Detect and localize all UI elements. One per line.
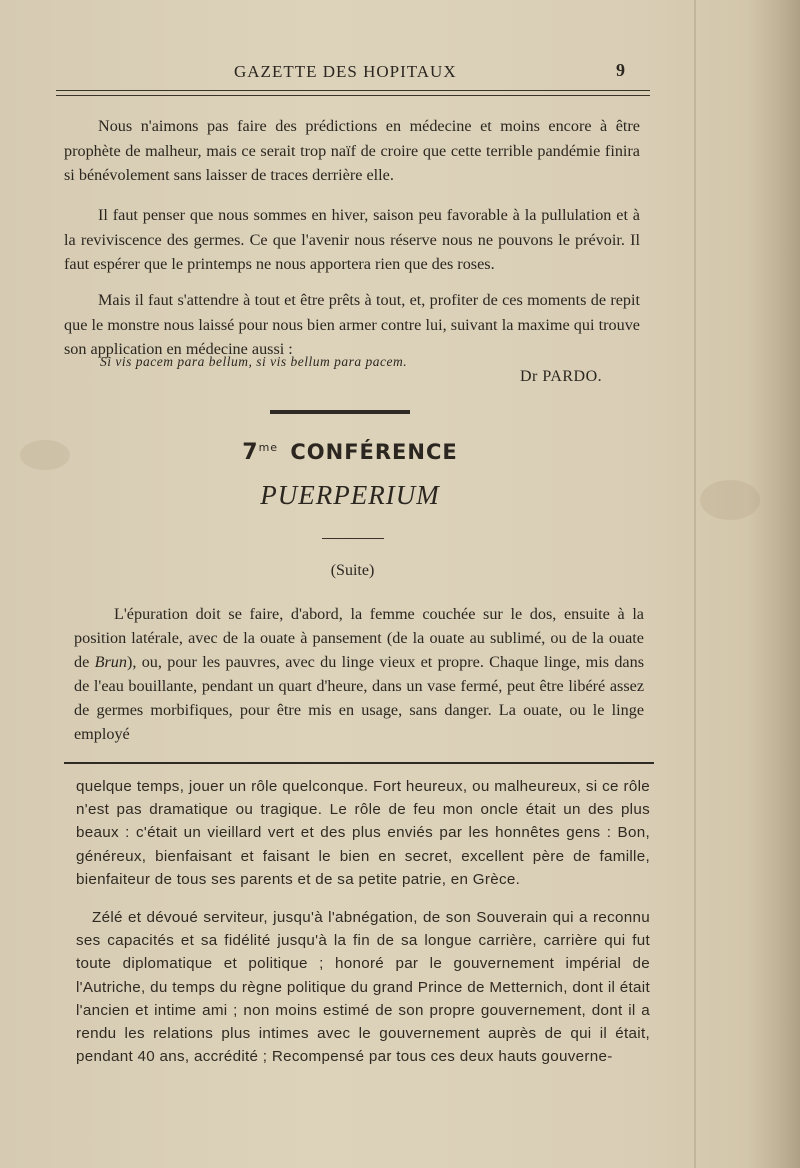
title-rule: [322, 538, 384, 539]
conference-text-italic: Brun: [94, 653, 127, 671]
author-signature: Dr PARDO.: [520, 368, 603, 385]
section-separator: [270, 410, 410, 414]
page-edge-shadow: [748, 0, 800, 1168]
article-paragraph-3: Mais il faut s'attendre à tout et être prêts à tout, et, profiter de ces moments de repit que le monstre nous laissé pour nous bien armer contre lui, suivant la maxime qui trouve son application en médecine aussi :: [64, 291, 640, 358]
page-number: 9: [616, 60, 625, 80]
conference-number: 7: [242, 440, 259, 465]
journal-title: GAZETTE DES HOPITAUX: [234, 62, 457, 81]
conference-heading: [0, 440, 700, 465]
feuilleton-paragraph-1: quelque temps, jouer un rôle quelconque. Fort heureux, ou malheureux, si ce rôle n'est pas dramatique ou tragique. Le rôle de feu mon oncle était un des plus beaux : c'était un vieillard vert et des plus enviés par les honnêtes gens : Bon, généreux, bienfaisant et faisant le bien en secret, excellent père de famille, bienfaiteur de tous ses parents et de sa petite patrie, en Grèce.: [76, 778, 650, 888]
conference-paragraph: [74, 602, 644, 746]
conference-label: CONFÉRENCE: [290, 440, 458, 464]
feuilleton-rule: [64, 762, 654, 767]
article-paragraph-1: Nous n'aimons pas faire des prédictions en médecine et moins encore à être prophète de malheur, mais ce serait trop naïf de croire que cette terrible pandémie finira si bénévolement sans laisser de traces derrière elle.: [64, 117, 640, 184]
conference-text-before: L'épuration doit se faire, d'abord, la femme couchée sur le dos, ensuite à la position latérale, avec de la ouate à pansement (de la ouate au sublimé, ou de la ouate de: [74, 605, 644, 671]
latin-maxim: Si vis pacem para bellum, si vis bellum para pacem.: [100, 354, 408, 369]
paper-stain: [700, 480, 760, 520]
page-fold-shadow: [694, 0, 696, 1168]
conference-number-suffix: me: [258, 441, 279, 454]
conference-text-after: ), ou, pour les pauvres, avec du linge vieux et propre. Chaque linge, mis dans de l'eau bouillante, pendant un quart d'heure, dans un vase fermé, peut être libéré assez de germes morbifiques, pour être mis en usage, sans danger. La ouate, ou le linge employé: [74, 653, 645, 743]
section-title: PUERPERIUM: [260, 480, 440, 510]
header-rule: [56, 90, 650, 96]
article-paragraph-2: Il faut penser que nous sommes en hiver, saison peu favorable à la pullulation et à la reviviscence des germes. Ce que l'avenir nous réserve nous ne pouvons le prévoir. Il faut espérer que le printemps ne nous apportera rien que des roses.: [64, 206, 640, 273]
feuilleton-paragraph-2: Zélé et dévoué serviteur, jusqu'à l'abnégation, de son Souverain qui a reconnu ses capacités et sa fidélité jusqu'à la fin de sa longue carrière, carrière qui fut toute diplomatique et politique ; honoré par le gouvernement impérial de l'Autriche, du temps du règne politique du grand Prince de Metternich, dont il était l'ancien et intime ami ; non moins estimé de son propre gouvernement, dont il a rendu les relations plus intimes avec le gouvernement auprès de qui il était, pendant 40 ans, accrédité ; Recompensé par tous ces deux hauts gouverne-: [76, 909, 650, 1066]
continued-label: (Suite): [330, 562, 375, 579]
